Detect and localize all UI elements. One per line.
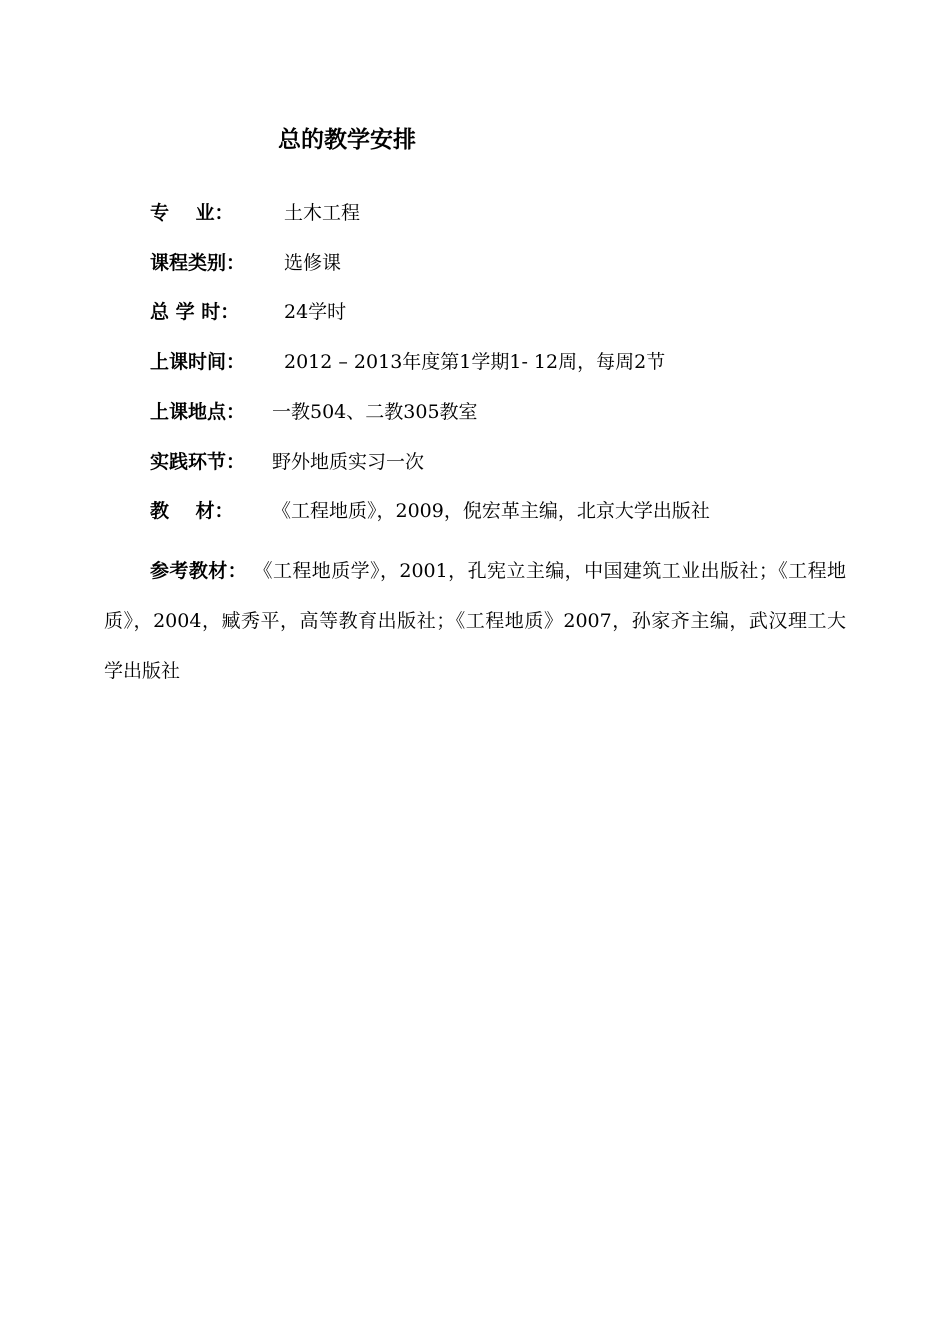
field-label-major: 专 业： (150, 202, 234, 224)
field-row-course-type (0, 248, 950, 278)
field-value-practice: 野外地质实习一次 (272, 451, 425, 473)
field-row-location (0, 397, 950, 427)
field-label-class-time: 上课时间： (150, 351, 246, 373)
field-row-total-hours (0, 297, 950, 327)
field-row-textbook (0, 496, 950, 526)
field-value-location: 一教504、二教305教室 (272, 401, 478, 423)
field-row-practice (0, 447, 950, 477)
references-label: 参考教材： (150, 560, 248, 582)
field-value-total-hours: 24学时 (284, 301, 347, 323)
field-label-location: 上课地点： (150, 401, 246, 423)
field-label-total-hours: 总 学 时： (150, 301, 240, 323)
field-label-practice: 实践环节： (150, 451, 246, 473)
field-label-course-type: 课程类别： (150, 252, 246, 274)
references-text: 《工程地质学》，2001，孔宪立主编，中国建筑工业出版社；《工程地质》，2004，臧秀平，高等教育出版社；《工程地质》2007，孙家齐主编，武汉理工大学出版社 (104, 560, 846, 682)
field-value-course-type: 选修课 (284, 252, 342, 274)
field-value-class-time: 2012 – 2013年度第1学期1- 12周，每周2节 (284, 351, 666, 373)
references-paragraph (104, 546, 846, 696)
field-row-major (0, 198, 950, 228)
field-label-textbook: 教 材： (150, 500, 234, 522)
page-title: 总的教学安排 (278, 127, 416, 153)
field-value-textbook: 《工程地质》，2009，倪宏革主编，北京大学出版社 (272, 500, 710, 522)
field-row-class-time (0, 347, 950, 377)
field-value-major: 土木工程 (284, 202, 361, 224)
